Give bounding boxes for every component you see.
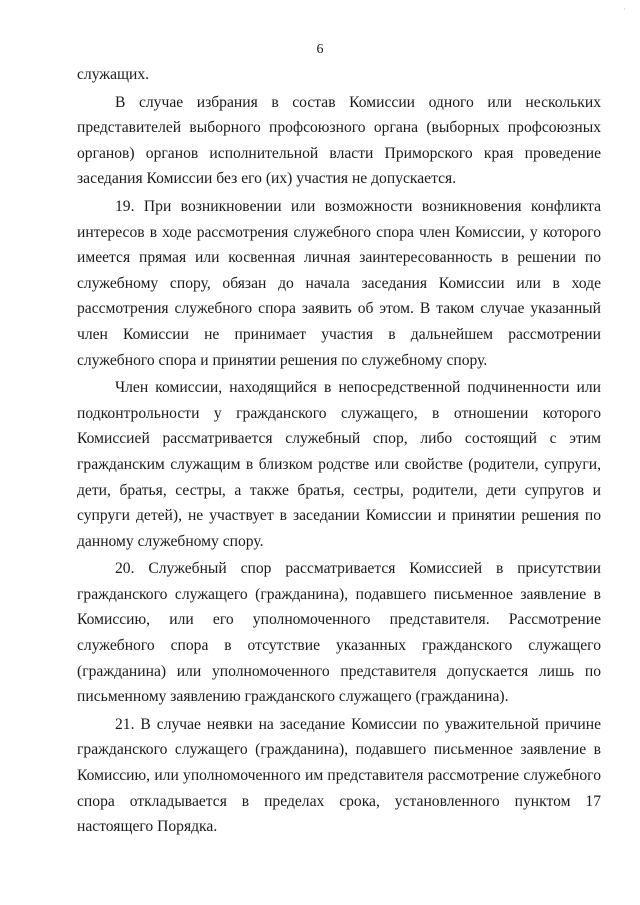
- corner-mark: ·: [623, 5, 626, 14]
- paragraph-continuation: служащих.: [77, 66, 150, 83]
- document-body: [77, 62, 601, 840]
- paragraph-commission-member: Член комиссии, находящийся в непосредственной подчиненности или подконтрольности у гражданского служащего, в отношении которого Комиссией рассматривается служебный спор, либо состоящий с этим гражданским служащим в близком родстве или свойстве (родители, супруги, дети, братья, сестры, а также братья, сестры, родители, дети супругов и супруги детей), не участвует в заседании Комиссии и принятии решения по данному служебному спору.: [77, 379, 601, 550]
- paragraph-item-19: 19. При возникновении или возможности возникновения конфликта интересов в ходе рассмотрения служебного спора член Комиссии, у которого имеется прямая или косвенная личная заинтересованность в решении по служебному спору, обязан до начала заседания Комиссии или в ходе рассмотрения служебного спора заявить об этом. В таком случае указанный член Комиссии не принимает участия в дальнейшем рассмотрении служебного спора и принятии решения по служебному спору.: [77, 197, 601, 369]
- paragraph-profsoyuz: В случае избрания в состав Комиссии одного или нескольких представителей выборного профсоюзного органа (выборных профсоюзных органов) органов исполнительной власти Приморского края проведение заседания Комиссии без его (их) участия не допускается.: [77, 93, 601, 188]
- paragraph-item-20: 20. Служебный спор рассматривается Комиссией в присутствии гражданского служащего (гражданина), подавшего письменное заявление в Комиссию, или его уполномоченного представителя. Рассмотрение служебного спора в отсутствие указанных гражданского служащего (гражданина) или уполномоченного представителя допускается лишь по письменному заявлению гражданского служащего (гражданина).: [77, 560, 601, 706]
- paragraph-item-21: 21. В случае неявки на заседание Комиссии по уважительной причине гражданского служащего (гражданина), подавшего письменное заявление в Комиссию, или уполномоченного им представителя рассмотрение служебного спора откладывается в пределах срока, установленного пунктом 17 настоящего Порядка.: [77, 715, 601, 836]
- page-number: 6: [316, 42, 324, 57]
